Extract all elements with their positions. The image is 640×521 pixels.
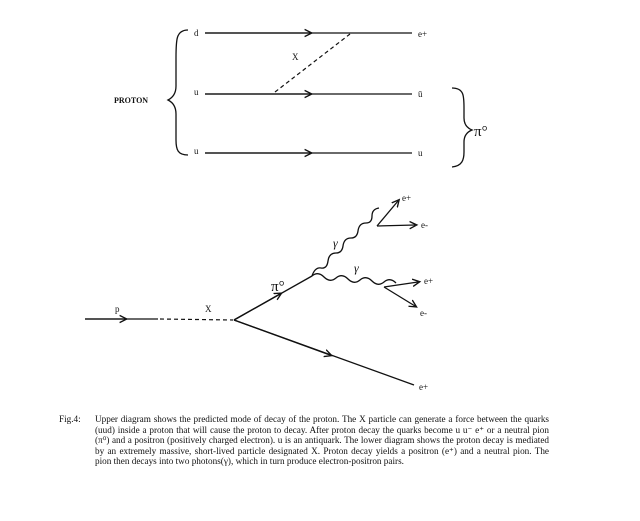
lower-x-label: X: [205, 304, 212, 314]
lower-p-label: p: [115, 304, 120, 314]
caption-text: Upper diagram shows the predicted mode of decay of the proton. The X particle can generate a force between the quarks (uud) inside a proton that will cause the proton to decay. After proton decay the quarks become u u⁻ e⁺ or a neutral pion (π⁰) and a positron (positively charged electron). u is an antiquark. The lower diagram shows the proton decay is mediated by an extremely massive, short-lived particle designated X. Proton decay yields a positron (e⁺) and a neutral pion. The pion then decays into two photons(γ), which in turn produce electron-positron pairs.: [95, 414, 549, 466]
proton-brace: [168, 30, 188, 155]
pion-line-arrow: [234, 294, 280, 320]
proton-label: PROTON: [114, 96, 149, 105]
x-boson-dashed-line: [275, 34, 350, 92]
quark-u2-label: u: [194, 146, 199, 156]
gamma-1-label: γ: [333, 236, 338, 250]
pair1-electron-label: e-: [421, 220, 428, 230]
pair2-electron-label: e-: [420, 308, 427, 318]
upper-pion-label: π°: [474, 124, 488, 140]
pair1-positron-line: [377, 201, 398, 226]
pair1-positron-label: e+: [402, 193, 412, 203]
product-antiquark-label: ū: [418, 89, 423, 99]
lower-x-dashed-line: [160, 319, 233, 320]
pion-brace: [452, 88, 472, 167]
gamma-2-label: γ: [354, 261, 359, 275]
photon-1-wavy-line: [312, 208, 379, 276]
quark-u1-label: u: [194, 87, 199, 97]
pair2-positron-line: [384, 282, 418, 287]
lower-positron-label: e+: [419, 382, 429, 392]
lower-pion-label: π°: [271, 279, 285, 295]
pair2-positron-label: e+: [424, 276, 434, 286]
photon-2-wavy-line: [312, 274, 396, 285]
upper-x-label: X: [292, 52, 299, 62]
caption-label: Fig.4:: [59, 414, 81, 424]
pair2-electron-line: [384, 287, 415, 306]
positron-line-arrow: [234, 320, 330, 355]
quark-d-label: d: [194, 28, 199, 38]
pair1-electron-line: [377, 225, 415, 226]
product-quark-label: u: [418, 148, 423, 158]
product-positron-label: e+: [418, 29, 428, 39]
